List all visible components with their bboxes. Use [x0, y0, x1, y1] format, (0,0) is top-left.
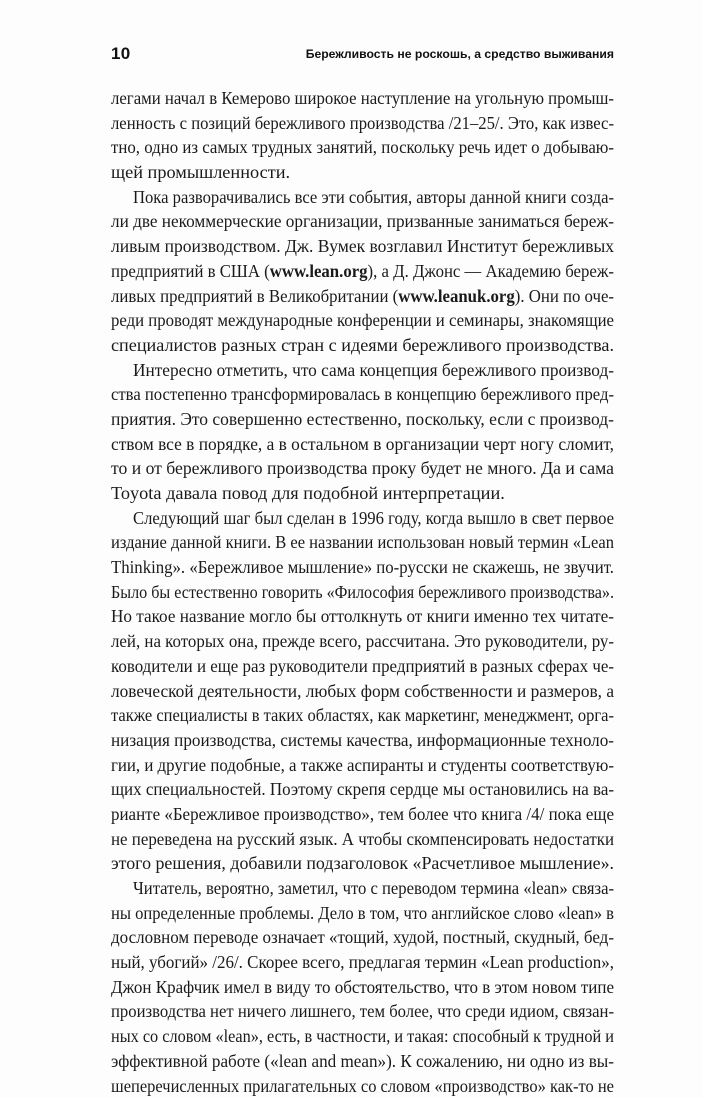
chapter-title: Бережливость не роскошь, а средство выживания [306, 47, 614, 61]
text-fragment: предприятий в США ( [111, 261, 270, 281]
text-line: Было бы естественно говорить «Философия бережливого производства». [111, 580, 614, 605]
text-line: ли две некоммерческие организации, призванные заниматься береж- [111, 209, 614, 234]
text-line: специалистов разных стран с идеями бережливого производства. [111, 333, 614, 358]
paragraph [111, 86, 614, 185]
text-line: легами начал в Кемерово широкое наступление на угольную промыш- [111, 86, 614, 111]
text-line: производства нет ничего лишнего, тем более, что среди идиом, связан- [111, 999, 614, 1024]
text-line: Пока разворачивались все эти события, авторы данной книги созда- [111, 185, 614, 210]
text-line: ливым производством. Дж. Вумек возглавил Институт бережливых [111, 234, 614, 259]
text-line: рианте «Бережливое производство», тем более что книга /4/ пока еще [111, 802, 614, 827]
text-line: не переведена на русский язык. А чтобы скомпенсировать недостатки [111, 827, 614, 852]
paragraph [111, 506, 614, 876]
text-line: эффективной работе («lean and mean»). К сожалению, ни одно из вы- [111, 1049, 614, 1074]
text-line: щей промышленности. [111, 160, 614, 185]
paragraph [111, 876, 614, 1098]
text-fragment: ливых предприятий в Великобритании ( [111, 286, 398, 306]
website-url: www.lean.org [270, 261, 368, 281]
text-line: Интересно отметить, что сама концепция бережливого производ- [111, 358, 614, 383]
text-line: издание данной книги. В ее названии использован новый термин «Lean [111, 530, 614, 555]
text-line: гии, и другие подобные, а также аспиранты и студенты соответствую- [111, 753, 614, 778]
text-line: то и от бережливого производства проку будет не много. Да и сама [111, 456, 614, 481]
text-line: также специалисты в таких областях, как маркетинг, менеджмент, орга- [111, 703, 614, 728]
body-text [111, 86, 614, 1098]
text-line: дословном переводе означает «тощий, худой, постный, скудный, бед- [111, 925, 614, 950]
text-line: ства постепенно трансформировалась в концепцию бережливого пред- [111, 382, 614, 407]
text-line: щих специальностей. Поэтому скрепя сердце мы остановились на ва- [111, 777, 614, 802]
text-line: Джон Крафчик имел в виду то обстоятельство, что в этом новом типе [111, 975, 614, 1000]
text-line: Следующий шаг был сделан в 1996 году, когда вышло в свет первое [111, 506, 614, 531]
text-line: ловеческой деятельности, любых форм собственности и размеров, а [111, 679, 614, 704]
text-line: ны определенные проблемы. Дело в том, что английское слово «lean» в [111, 901, 614, 926]
paragraph [111, 185, 614, 358]
text-line: тно, одно из самых трудных занятий, поскольку речь идет о добываю- [111, 135, 614, 160]
text-line: шеперечисленных прилагательных со словом «производство» как-то не [111, 1074, 614, 1098]
text-line: ководители и еще раз руководители предприятий в разных сферах че- [111, 654, 614, 679]
text-line: ленность с позиций бережливого производства /21–25/. Это, как извес- [111, 111, 614, 136]
text-line: этого решения, добавили подзаголовок «Расчетливое мышление». [111, 851, 614, 876]
paragraph [111, 358, 614, 506]
website-url: www.leanuk.org [398, 286, 515, 306]
text-fragment: ). Они по оче- [515, 286, 614, 306]
running-header [111, 44, 614, 66]
text-line: реди проводят международные конференции и семинары, знакомящие [111, 308, 614, 333]
page-number: 10 [111, 44, 131, 64]
text-line: приятия. Это совершенно естественно, поскольку, если с производ- [111, 407, 614, 432]
text-line: Toyota давала повод для подобной интерпретации. [111, 481, 614, 506]
text-line [111, 284, 614, 309]
text-line [111, 259, 614, 284]
text-line: ный, убогий» /26/. Скорее всего, предлагая термин «Lean production», [111, 950, 614, 975]
text-line: лей, на которых она, прежде всего, рассчитана. Это руководители, ру- [111, 629, 614, 654]
text-fragment: ), а Д. Джонс — Академию береж- [368, 261, 614, 281]
text-line: низация производства, системы качества, информационные техноло- [111, 728, 614, 753]
text-line: ных со словом «lean», есть, в частности, и такая: способный к трудной и [111, 1024, 614, 1049]
text-line: Читатель, вероятно, заметил, что с переводом термина «lean» связа- [111, 876, 614, 901]
text-line: Но такое название могло бы оттолкнуть от книги именно тех читате- [111, 604, 614, 629]
text-line: ством все в порядке, а в остальном в организации черт ногу сломит, [111, 432, 614, 457]
text-line: Thinking». «Бережливое мышление» по-русски не скажешь, не звучит. [111, 555, 614, 580]
